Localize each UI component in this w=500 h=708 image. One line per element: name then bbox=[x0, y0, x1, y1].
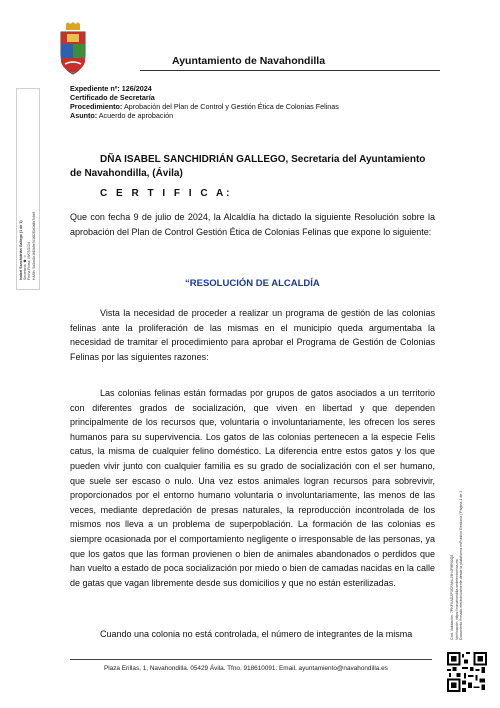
expediente-value: 126/2024 bbox=[121, 84, 152, 93]
certificado-label: Certificado de Secretaría bbox=[70, 93, 155, 102]
certifica-heading: C E R T I F I C A: bbox=[100, 188, 233, 199]
asunto-value: Acuerdo de aprobación bbox=[98, 111, 174, 120]
coat-of-arms-logo bbox=[57, 22, 89, 76]
validation-sidebar bbox=[450, 400, 476, 640]
footer-address: Plaza Erillas, 1, Navahondilla. 05429 Ávila. Tfno. 918610091. Email. ayuntamiento@navahondilla.es bbox=[104, 665, 388, 672]
signature-text bbox=[19, 95, 35, 280]
signer-role: Secretaria bbox=[23, 264, 28, 280]
expediente-label: Expediente nº: bbox=[70, 84, 120, 93]
signature-hash: HASH: 5a3cd1b1f43b9e7d1f82f3d0a8b7c6e5 bbox=[31, 211, 36, 280]
footer-divider bbox=[70, 659, 432, 660]
body-paragraph-2: Las colonias felinas están formadas por grupos de gatos asociados a un territorio con diferentes grados de socialización, que viven en libertad y que dependen principalmente de los recursos que, voluntaria o involuntariamente, les ofrecen los seres humanos para su supervivencia. Los gatos de las colonias pertenecen a la especie Felis catus, la misma de cualquier felino doméstico. La diferencia entre estos gatos y los que pueden vivir junto con cualquier familia es su grado de socialización con el ser humano, que suele ser escaso o nulo. Una vez estos animales logran recursos para sobrevivir, proporcionados por el entorno humano voluntaria o involuntariamente, las menos de las veces, mediante depredación de presas naturales, la reproducción incontrolada de los mismos nos lleva a un problema de superpoblación. La formación de las colonias es siempre ocasionada por el comportamiento negligente o irresponsable de las personas, ya que los gatos que las forman provienen o bien de animales abandonados o perdidos que han vuelto a estado de poca socialización por miedo o bien de camadas nacidas en la calle de gatas que vagan libremente desde sus domicilios y que no están esterilizadas. bbox=[70, 388, 435, 588]
body-paragraph-1: Vista la necesidad de proceder a realizar un programa de gestión de las colonias felinas ante la proliferación de las mismas en el municipio queda argumentaba la necesidad de tramitar el procedimiento para aprobar el Programa de Gestión de Colonias Felinas por las siguientes razones: bbox=[70, 308, 435, 362]
validation-url: Verificación: https://navahondilla.sedelectronica.es/ bbox=[454, 558, 459, 640]
qr-code-icon bbox=[447, 652, 487, 692]
procedimiento-label: Procedimiento: bbox=[70, 102, 123, 111]
signer-name: Isabel Sanchidrián Gallego (1 de 1) bbox=[19, 220, 23, 280]
intro-paragraph: Que con fecha 9 de julio de 2024, la Alcaldía ha dictado la siguiente Resolución sobre la aprobación del Plan de Control Gestión Ética de Colonias Felinas que expone lo siguiente: bbox=[70, 212, 435, 237]
validation-code: Cód. Validación: 7PKFXADZP3CFAHLJ9H4F9R92Q3 bbox=[450, 554, 454, 640]
header-divider bbox=[140, 70, 440, 71]
procedimiento-value: Aprobación del Plan de Control y Gestión Ética de Colonias Felinas bbox=[123, 102, 339, 111]
validation-platform: Documento firmado electrónicamente desde la plataforma esPublico Gestiona | Página 1 de 3 bbox=[459, 490, 464, 640]
org-title: Ayuntamiento de Navahondilla bbox=[172, 55, 326, 67]
signature-date: Fecha Firma: 09/07/2024 bbox=[27, 242, 32, 280]
signature-seal-icon: ● ▫ bbox=[22, 255, 29, 263]
resolution-title: “RESOLUCIÓN DE ALCALDÍA bbox=[185, 278, 320, 289]
asunto-label: Asunto: bbox=[70, 111, 98, 120]
signer-statement: DÑA ISABEL SANCHIDRIÁN GALLEGO, Secretaria del Ayuntamiento de Navahondilla, (Ávila) bbox=[70, 154, 426, 179]
body-paragraph-3: Cuando una colonia no está controlada, el número de integrantes de la misma bbox=[100, 629, 413, 639]
file-metadata bbox=[70, 84, 339, 120]
